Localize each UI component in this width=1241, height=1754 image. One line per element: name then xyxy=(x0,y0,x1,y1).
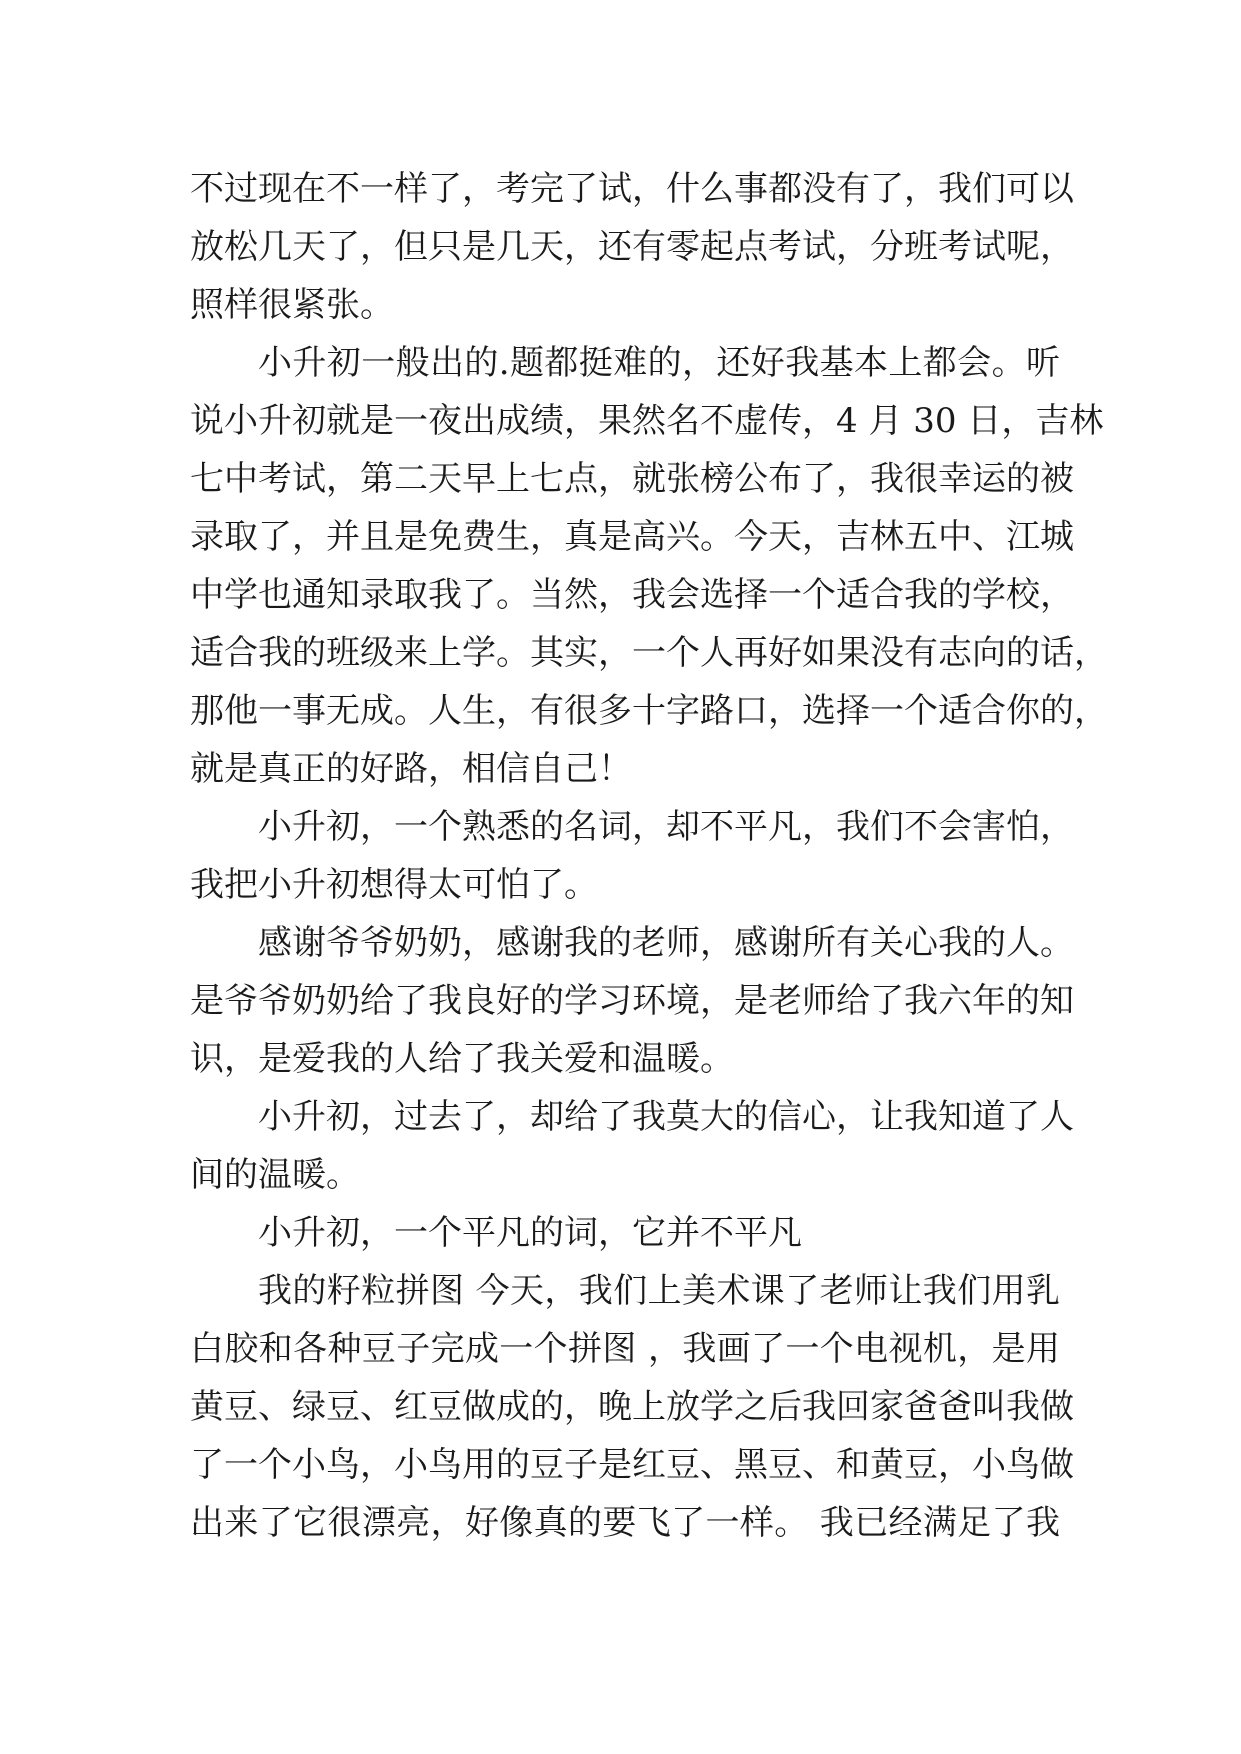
text-line: 小升初一般出的.题都挺难的，还好我基本上都会。听 xyxy=(258,343,1060,383)
text-line: 小升初，过去了，却给了我莫大的信心，让我知道了人 xyxy=(258,1097,1074,1137)
text-line: 那他一事无成。人生，有很多十字路口，选择一个适合你的， xyxy=(190,691,1108,731)
text-line: 识，是爱我的人给了我关爱和温暖。 xyxy=(190,1039,734,1079)
text-line: 就是真正的好路，相信自己！ xyxy=(190,749,632,789)
text-line: 间的温暖。 xyxy=(190,1155,360,1195)
text-line: 放松几天了，但只是几天，还有零起点考试，分班考试呢， xyxy=(190,227,1074,267)
text-line: 七中考试，第二天早上七点，就张榜公布了，我很幸运的被 xyxy=(190,459,1074,499)
text-line: 不过现在不一样了，考完了试，什么事都没有了，我们可以 xyxy=(190,169,1074,209)
text-line: 白胶和各种豆子完成一个拼图 ，我画了一个电视机，是用 xyxy=(190,1329,1060,1369)
text-line: 了一个小鸟，小鸟用的豆子是红豆、黑豆、和黄豆，小鸟做 xyxy=(190,1445,1074,1485)
text-line: 照样很紧张。 xyxy=(190,285,394,325)
text-line: 小升初，一个熟悉的名词，却不平凡，我们不会害怕， xyxy=(258,807,1074,847)
text-line: 出来了它很漂亮，好像真的要飞了一样。 我已经满足了我 xyxy=(190,1503,1060,1543)
text-line: 适合我的班级来上学。其实，一个人再好如果没有志向的话， xyxy=(190,633,1108,673)
text-line: 小升初，一个平凡的词，它并不平凡 xyxy=(258,1213,802,1253)
document-text-body xyxy=(190,160,1108,1552)
text-line: 说小升初就是一夜出成绩，果然名不虚传，4 月 30 日，吉林 xyxy=(190,401,1104,441)
text-line: 我的籽粒拼图 今天，我们上美术课了老师让我们用乳 xyxy=(258,1271,1060,1311)
text-line: 我把小升初想得太可怕了。 xyxy=(190,865,598,905)
text-line: 中学也通知录取我了。当然，我会选择一个适合我的学校， xyxy=(190,575,1074,615)
text-line: 录取了，并且是免费生，真是高兴。今天，吉林五中、江城 xyxy=(190,517,1074,557)
text-line: 黄豆、绿豆、红豆做成的，晚上放学之后我回家爸爸叫我做 xyxy=(190,1387,1074,1427)
text-line: 感谢爷爷奶奶，感谢我的老师，感谢所有关心我的人。 xyxy=(258,923,1074,963)
text-line: 是爷爷奶奶给了我良好的学习环境，是老师给了我六年的知 xyxy=(190,981,1074,1021)
